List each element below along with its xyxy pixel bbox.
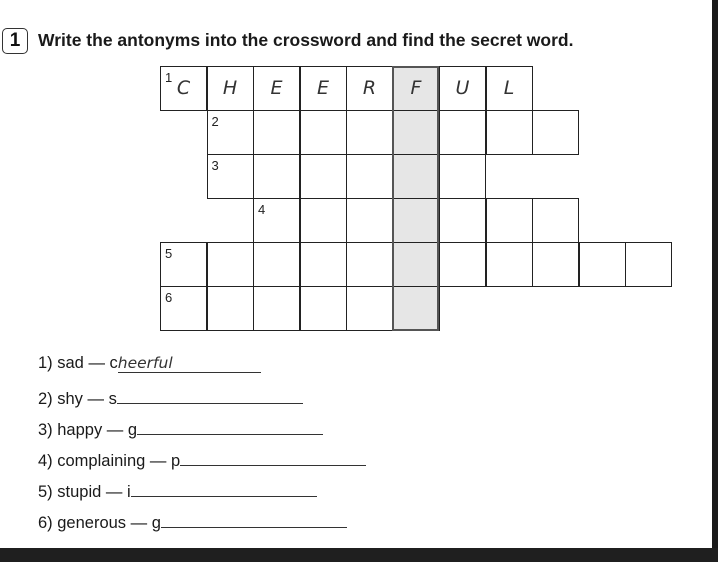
crossword-cell[interactable] bbox=[253, 198, 300, 243]
clue-1 bbox=[38, 354, 261, 373]
page-edge bbox=[712, 0, 718, 548]
crossword-cell[interactable] bbox=[393, 154, 440, 199]
filled-letter: R bbox=[362, 77, 377, 99]
clue-3-prompt: 3) happy — g bbox=[38, 421, 138, 439]
crossword-cell[interactable] bbox=[253, 242, 300, 287]
crossword-cell[interactable] bbox=[625, 242, 672, 287]
crossword-cell[interactable] bbox=[207, 110, 254, 155]
crossword-cell[interactable] bbox=[346, 286, 393, 331]
crossword-cell[interactable] bbox=[393, 66, 440, 111]
crossword-cell[interactable] bbox=[439, 242, 486, 287]
clue-4 bbox=[38, 447, 366, 471]
clue-number: 6 bbox=[165, 290, 173, 305]
filled-letter: L bbox=[503, 77, 515, 99]
bottom-border bbox=[0, 548, 718, 562]
crossword-cell[interactable] bbox=[207, 66, 254, 111]
crossword-cell[interactable] bbox=[300, 286, 347, 331]
clue-3-answer-line[interactable] bbox=[137, 416, 323, 435]
crossword-cell[interactable] bbox=[532, 242, 579, 287]
crossword-cell[interactable] bbox=[393, 286, 440, 331]
clue-number: 1 bbox=[165, 70, 173, 85]
clue-6-answer-line[interactable] bbox=[161, 509, 347, 528]
crossword-cell[interactable] bbox=[439, 110, 486, 155]
crossword-cell[interactable] bbox=[300, 242, 347, 287]
clue-number: 5 bbox=[165, 246, 173, 261]
crossword-cell[interactable] bbox=[160, 286, 207, 331]
clue-2 bbox=[38, 385, 303, 409]
crossword-cell[interactable] bbox=[207, 242, 254, 287]
clue-4-answer-line[interactable] bbox=[180, 447, 366, 466]
clue-5 bbox=[38, 478, 317, 502]
crossword-cell[interactable] bbox=[346, 198, 393, 243]
clue-5-prompt: 5) stupid — i bbox=[38, 483, 131, 501]
crossword-cell[interactable] bbox=[160, 242, 207, 287]
crossword-cell[interactable] bbox=[300, 198, 347, 243]
crossword-cell[interactable] bbox=[300, 66, 347, 111]
crossword-cell[interactable] bbox=[346, 154, 393, 199]
crossword-cell[interactable] bbox=[532, 198, 579, 243]
crossword-cell[interactable] bbox=[439, 198, 486, 243]
crossword-cell[interactable] bbox=[486, 110, 533, 155]
filled-letter: C bbox=[176, 77, 191, 99]
crossword-cell[interactable] bbox=[300, 110, 347, 155]
crossword-cell[interactable] bbox=[207, 154, 254, 199]
crossword-cell[interactable] bbox=[160, 66, 207, 111]
crossword-cell[interactable] bbox=[393, 110, 440, 155]
crossword-cell[interactable] bbox=[207, 286, 254, 331]
crossword-cell[interactable] bbox=[393, 242, 440, 287]
crossword-cell[interactable] bbox=[346, 110, 393, 155]
clue-4-prompt: 4) complaining — p bbox=[38, 452, 181, 470]
crossword-cell[interactable] bbox=[346, 66, 393, 111]
clue-6-prompt: 6) generous — g bbox=[38, 514, 161, 532]
crossword-cell[interactable] bbox=[579, 242, 626, 287]
crossword-cell[interactable] bbox=[486, 242, 533, 287]
crossword-cell[interactable] bbox=[253, 286, 300, 331]
clue-number: 2 bbox=[211, 114, 219, 129]
filled-letter: H bbox=[222, 77, 238, 99]
clue-1-prompt: 1) sad — c bbox=[38, 354, 118, 372]
clue-5-answer-line[interactable] bbox=[131, 478, 317, 497]
crossword-cell[interactable] bbox=[486, 198, 533, 243]
crossword-cell[interactable] bbox=[439, 154, 486, 199]
exercise-number-badge: 1 bbox=[2, 28, 28, 54]
crossword-cell[interactable] bbox=[253, 110, 300, 155]
filled-letter: F bbox=[410, 77, 422, 99]
clue-3 bbox=[38, 416, 323, 440]
filled-letter: E bbox=[270, 77, 283, 99]
clue-2-prompt: 2) shy — s bbox=[38, 390, 117, 408]
filled-letter: E bbox=[316, 77, 329, 99]
clue-number: 3 bbox=[211, 158, 219, 173]
crossword-cell[interactable] bbox=[253, 66, 300, 111]
crossword-cell[interactable] bbox=[346, 242, 393, 287]
clue-2-answer-line[interactable] bbox=[117, 385, 303, 404]
crossword-cell[interactable] bbox=[532, 110, 579, 155]
crossword-cell[interactable] bbox=[439, 66, 486, 111]
crossword-cell[interactable] bbox=[393, 198, 440, 243]
crossword-cell[interactable] bbox=[486, 66, 533, 111]
clue-number: 4 bbox=[258, 202, 266, 217]
clue-6 bbox=[38, 509, 347, 533]
exercise-instruction: Write the antonyms into the crossword and find the secret word. bbox=[38, 30, 574, 50]
filled-letter: U bbox=[455, 77, 470, 99]
crossword-cell[interactable] bbox=[253, 154, 300, 199]
crossword-cell[interactable] bbox=[300, 154, 347, 199]
clue-1-answer-line[interactable]: heerful bbox=[118, 354, 261, 373]
